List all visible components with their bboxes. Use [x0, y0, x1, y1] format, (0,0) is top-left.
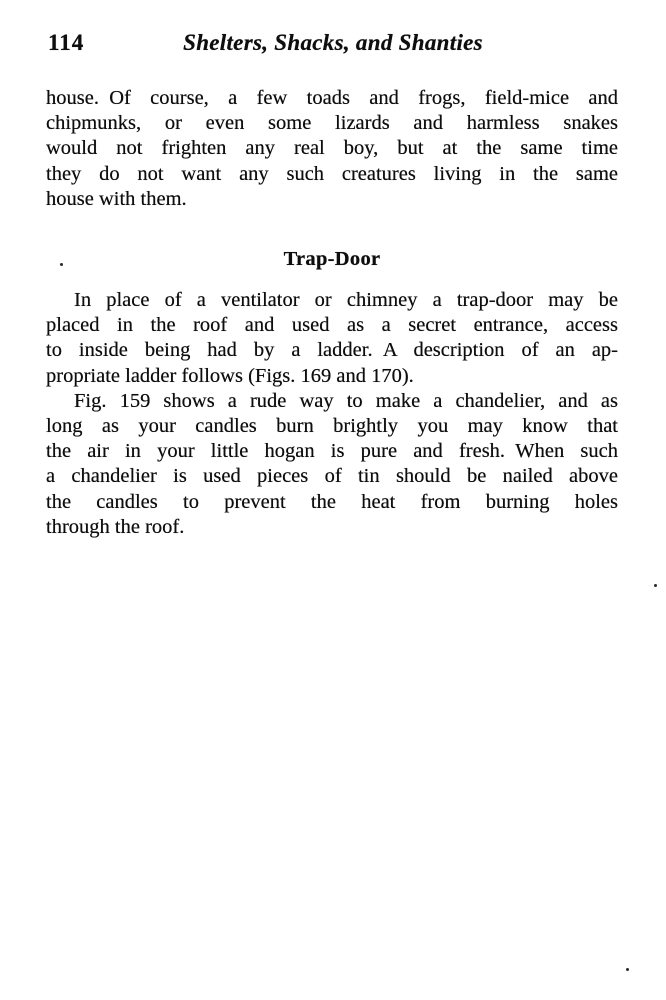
- page-number: 114: [48, 30, 85, 55]
- page-header: [48, 30, 618, 58]
- text-line: the candles to prevent the heat from burning holes: [46, 490, 618, 513]
- text-line: a chandelier is used pieces of tin should be nailed above: [46, 465, 618, 488]
- text-line: they do not want any such creatures living in the same: [46, 162, 618, 185]
- ink-speck: [626, 968, 629, 971]
- text-line: house. Of course, a few toads and frogs, field-mice and: [46, 87, 618, 109]
- text-line: to inside being had by a ladder. A description of an ap-: [46, 339, 618, 362]
- text-line: the air in your little hogan is pure and fresh. When such: [46, 440, 618, 463]
- text-line: In place of a ventilator or chimney a trap-door may be: [74, 289, 618, 312]
- ink-speck: [60, 263, 63, 266]
- text-line: placed in the roof and used as a secret entrance, access: [46, 314, 618, 337]
- text-line: would not frighten any real boy, but at the same time: [46, 137, 618, 160]
- text-line: through the roof.: [46, 515, 185, 538]
- text-block: [46, 86, 618, 540]
- text-line: long as your candles burn brightly you may know that: [46, 415, 618, 438]
- text-line: propriate ladder follows (Figs. 169 and 170).: [46, 364, 414, 387]
- running-title: Shelters, Shacks, and Shanties: [183, 30, 483, 55]
- section-heading: Trap-Door: [283, 248, 381, 271]
- paragraph-trap-door: [46, 288, 618, 389]
- text-line: Fig. 159 shows a rude way to make a chandelier, and as: [74, 389, 618, 412]
- paragraph-house-continuation: [46, 86, 618, 212]
- ink-speck: [654, 584, 657, 587]
- paragraph-chandelier: [46, 389, 618, 540]
- text-line: house with them.: [46, 187, 187, 210]
- text-line: chipmunks, or even some lizards and harmless snakes: [46, 112, 618, 135]
